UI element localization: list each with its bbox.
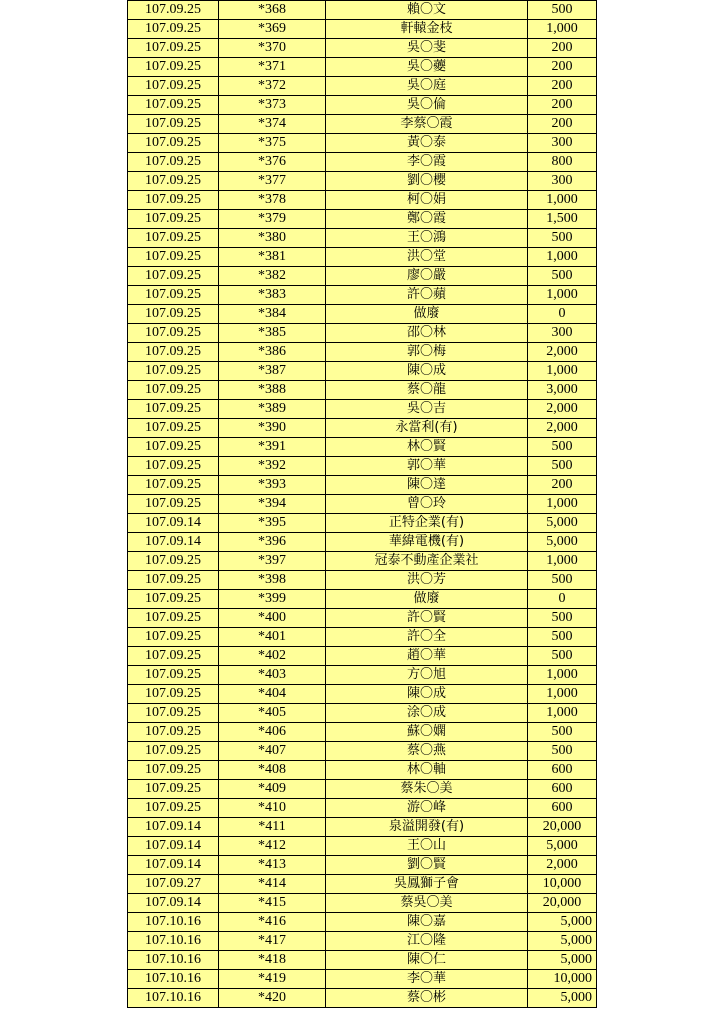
date-cell: 107.09.25 xyxy=(128,229,219,248)
receipt-number-cell: *374 xyxy=(219,115,326,134)
date-cell: 107.09.25 xyxy=(128,552,219,571)
amount-cell: 200 xyxy=(528,96,597,115)
date-cell: 107.09.25 xyxy=(128,780,219,799)
receipt-number-cell: *380 xyxy=(219,229,326,248)
receipt-number-cell: *387 xyxy=(219,362,326,381)
table-row xyxy=(128,457,597,476)
amount-cell: 800 xyxy=(528,153,597,172)
receipt-number-cell: *405 xyxy=(219,704,326,723)
donor-name-cell: 林〇賢 xyxy=(326,438,528,457)
table-row xyxy=(128,837,597,856)
receipt-number-cell: *398 xyxy=(219,571,326,590)
date-cell: 107.09.25 xyxy=(128,324,219,343)
donor-name-cell: 蔡朱〇美 xyxy=(326,780,528,799)
table-row xyxy=(128,894,597,913)
table-row xyxy=(128,932,597,951)
date-cell: 107.09.25 xyxy=(128,799,219,818)
receipt-number-cell: *415 xyxy=(219,894,326,913)
receipt-number-cell: *376 xyxy=(219,153,326,172)
date-cell: 107.10.16 xyxy=(128,913,219,932)
date-cell: 107.09.25 xyxy=(128,628,219,647)
date-cell: 107.09.25 xyxy=(128,704,219,723)
amount-cell: 10,000 xyxy=(528,970,597,989)
amount-cell: 300 xyxy=(528,324,597,343)
receipt-number-cell: *368 xyxy=(219,1,326,20)
donor-name-cell: 賴〇文 xyxy=(326,1,528,20)
receipt-number-cell: *400 xyxy=(219,609,326,628)
table-row xyxy=(128,552,597,571)
table-row xyxy=(128,704,597,723)
receipt-number-cell: *392 xyxy=(219,457,326,476)
receipt-number-cell: *378 xyxy=(219,191,326,210)
table-row xyxy=(128,134,597,153)
donor-name-cell: 洪〇堂 xyxy=(326,248,528,267)
donor-name-cell: 蔡吳〇美 xyxy=(326,894,528,913)
table-row xyxy=(128,362,597,381)
table-row xyxy=(128,609,597,628)
table-row xyxy=(128,305,597,324)
date-cell: 107.09.14 xyxy=(128,533,219,552)
table-row xyxy=(128,77,597,96)
amount-cell: 500 xyxy=(528,267,597,286)
donor-name-cell: 陳〇嘉 xyxy=(326,913,528,932)
donor-name-cell: 吳鳳獅子會 xyxy=(326,875,528,894)
amount-cell: 500 xyxy=(528,457,597,476)
date-cell: 107.09.25 xyxy=(128,58,219,77)
receipt-number-cell: *412 xyxy=(219,837,326,856)
donor-name-cell: 趙〇華 xyxy=(326,647,528,666)
date-cell: 107.09.14 xyxy=(128,514,219,533)
date-cell: 107.09.25 xyxy=(128,647,219,666)
date-cell: 107.09.25 xyxy=(128,362,219,381)
table-row xyxy=(128,856,597,875)
date-cell: 107.09.25 xyxy=(128,666,219,685)
table-row xyxy=(128,438,597,457)
receipt-number-cell: *386 xyxy=(219,343,326,362)
table-row xyxy=(128,913,597,932)
amount-cell: 2,000 xyxy=(528,343,597,362)
date-cell: 107.09.25 xyxy=(128,761,219,780)
date-cell: 107.09.25 xyxy=(128,248,219,267)
donor-name-cell: 李〇華 xyxy=(326,970,528,989)
date-cell: 107.09.25 xyxy=(128,172,219,191)
receipt-number-cell: *370 xyxy=(219,39,326,58)
receipt-number-cell: *410 xyxy=(219,799,326,818)
donor-name-cell: 蔡〇彬 xyxy=(326,989,528,1008)
table-row xyxy=(128,666,597,685)
receipt-number-cell: *372 xyxy=(219,77,326,96)
receipt-number-cell: *389 xyxy=(219,400,326,419)
donor-name-cell: 蔡〇龍 xyxy=(326,381,528,400)
table-row xyxy=(128,514,597,533)
donor-name-cell: 邵〇林 xyxy=(326,324,528,343)
donor-name-cell: 廖〇嚴 xyxy=(326,267,528,286)
date-cell: 107.09.25 xyxy=(128,609,219,628)
table-row xyxy=(128,818,597,837)
date-cell: 107.09.25 xyxy=(128,400,219,419)
amount-cell: 300 xyxy=(528,172,597,191)
donor-name-cell: 陳〇成 xyxy=(326,685,528,704)
receipt-number-cell: *388 xyxy=(219,381,326,400)
table-row xyxy=(128,153,597,172)
amount-cell: 5,000 xyxy=(528,837,597,856)
table-row xyxy=(128,780,597,799)
receipt-number-cell: *394 xyxy=(219,495,326,514)
table-row xyxy=(128,761,597,780)
receipt-number-cell: *419 xyxy=(219,970,326,989)
receipt-number-cell: *395 xyxy=(219,514,326,533)
date-cell: 107.09.25 xyxy=(128,590,219,609)
date-cell: 107.09.25 xyxy=(128,77,219,96)
receipt-number-cell: *390 xyxy=(219,419,326,438)
amount-cell: 3,000 xyxy=(528,381,597,400)
table-row xyxy=(128,343,597,362)
receipt-number-cell: *382 xyxy=(219,267,326,286)
table-row xyxy=(128,58,597,77)
table-row xyxy=(128,723,597,742)
amount-cell: 200 xyxy=(528,476,597,495)
donation-table xyxy=(127,0,597,1008)
amount-cell: 600 xyxy=(528,799,597,818)
receipt-number-cell: *373 xyxy=(219,96,326,115)
amount-cell: 500 xyxy=(528,229,597,248)
receipt-number-cell: *375 xyxy=(219,134,326,153)
donor-name-cell: 吳〇吉 xyxy=(326,400,528,419)
amount-cell: 2,000 xyxy=(528,856,597,875)
receipt-number-cell: *406 xyxy=(219,723,326,742)
date-cell: 107.09.25 xyxy=(128,1,219,20)
donor-name-cell: 冠泰不動產企業社 xyxy=(326,552,528,571)
donor-name-cell: 陳〇成 xyxy=(326,362,528,381)
donor-name-cell: 吳〇斐 xyxy=(326,39,528,58)
amount-cell: 1,000 xyxy=(528,704,597,723)
date-cell: 107.09.25 xyxy=(128,96,219,115)
date-cell: 107.09.25 xyxy=(128,685,219,704)
donor-name-cell: 吳〇虁 xyxy=(326,58,528,77)
amount-cell: 500 xyxy=(528,647,597,666)
amount-cell: 1,000 xyxy=(528,248,597,267)
date-cell: 107.09.27 xyxy=(128,875,219,894)
date-cell: 107.10.16 xyxy=(128,970,219,989)
donor-name-cell: 蔡〇燕 xyxy=(326,742,528,761)
date-cell: 107.09.14 xyxy=(128,894,219,913)
donor-name-cell: 李〇霞 xyxy=(326,153,528,172)
donor-name-cell: 李蔡〇霞 xyxy=(326,115,528,134)
amount-cell: 500 xyxy=(528,742,597,761)
date-cell: 107.09.25 xyxy=(128,115,219,134)
receipt-number-cell: *418 xyxy=(219,951,326,970)
amount-cell: 5,000 xyxy=(528,533,597,552)
donor-name-cell: 許〇賢 xyxy=(326,609,528,628)
table-row xyxy=(128,381,597,400)
amount-cell: 5,000 xyxy=(528,913,597,932)
donor-name-cell: 吳〇庭 xyxy=(326,77,528,96)
table-row xyxy=(128,96,597,115)
amount-cell: 200 xyxy=(528,39,597,58)
table-row xyxy=(128,533,597,552)
receipt-number-cell: *384 xyxy=(219,305,326,324)
donor-name-cell: 永當利(有) xyxy=(326,419,528,438)
donor-name-cell: 柯〇娟 xyxy=(326,191,528,210)
donor-name-cell: 華緯電機(有) xyxy=(326,533,528,552)
table-row xyxy=(128,628,597,647)
donor-name-cell: 涂〇成 xyxy=(326,704,528,723)
table-row xyxy=(128,267,597,286)
donor-name-cell: 陳〇達 xyxy=(326,476,528,495)
amount-cell: 0 xyxy=(528,590,597,609)
date-cell: 107.09.25 xyxy=(128,134,219,153)
receipt-number-cell: *383 xyxy=(219,286,326,305)
table-row xyxy=(128,571,597,590)
amount-cell: 500 xyxy=(528,628,597,647)
donor-name-cell: 曾〇玲 xyxy=(326,495,528,514)
receipt-number-cell: *413 xyxy=(219,856,326,875)
donor-name-cell: 王〇鴻 xyxy=(326,229,528,248)
date-cell: 107.10.16 xyxy=(128,951,219,970)
amount-cell: 20,000 xyxy=(528,818,597,837)
table-row xyxy=(128,495,597,514)
table-row xyxy=(128,229,597,248)
amount-cell: 500 xyxy=(528,1,597,20)
amount-cell: 200 xyxy=(528,115,597,134)
receipt-number-cell: *396 xyxy=(219,533,326,552)
amount-cell: 10,000 xyxy=(528,875,597,894)
date-cell: 107.09.14 xyxy=(128,837,219,856)
receipt-number-cell: *417 xyxy=(219,932,326,951)
table-row xyxy=(128,647,597,666)
table-row xyxy=(128,400,597,419)
receipt-number-cell: *416 xyxy=(219,913,326,932)
date-cell: 107.09.25 xyxy=(128,305,219,324)
receipt-number-cell: *385 xyxy=(219,324,326,343)
receipt-number-cell: *407 xyxy=(219,742,326,761)
donor-name-cell: 蘇〇嫻 xyxy=(326,723,528,742)
amount-cell: 1,500 xyxy=(528,210,597,229)
amount-cell: 1,000 xyxy=(528,666,597,685)
donor-name-cell: 方〇旭 xyxy=(326,666,528,685)
donor-name-cell: 游〇峰 xyxy=(326,799,528,818)
amount-cell: 600 xyxy=(528,780,597,799)
receipt-number-cell: *411 xyxy=(219,818,326,837)
receipt-number-cell: *399 xyxy=(219,590,326,609)
receipt-number-cell: *403 xyxy=(219,666,326,685)
donor-name-cell: 正特企業(有) xyxy=(326,514,528,533)
date-cell: 107.09.25 xyxy=(128,457,219,476)
date-cell: 107.09.25 xyxy=(128,210,219,229)
donor-name-cell: 劉〇櫻 xyxy=(326,172,528,191)
amount-cell: 1,000 xyxy=(528,191,597,210)
receipt-number-cell: *391 xyxy=(219,438,326,457)
donor-name-cell: 郭〇華 xyxy=(326,457,528,476)
table-row xyxy=(128,799,597,818)
amount-cell: 1,000 xyxy=(528,20,597,39)
date-cell: 107.09.25 xyxy=(128,438,219,457)
date-cell: 107.09.25 xyxy=(128,571,219,590)
date-cell: 107.09.25 xyxy=(128,381,219,400)
date-cell: 107.09.25 xyxy=(128,286,219,305)
amount-cell: 5,000 xyxy=(528,514,597,533)
amount-cell: 500 xyxy=(528,723,597,742)
receipt-number-cell: *369 xyxy=(219,20,326,39)
receipt-number-cell: *377 xyxy=(219,172,326,191)
receipt-number-cell: *371 xyxy=(219,58,326,77)
date-cell: 107.09.25 xyxy=(128,742,219,761)
amount-cell: 5,000 xyxy=(528,951,597,970)
donor-name-cell: 許〇全 xyxy=(326,628,528,647)
receipt-number-cell: *401 xyxy=(219,628,326,647)
amount-cell: 500 xyxy=(528,571,597,590)
date-cell: 107.09.14 xyxy=(128,856,219,875)
amount-cell: 2,000 xyxy=(528,419,597,438)
donor-name-cell: 做廢 xyxy=(326,590,528,609)
date-cell: 107.09.25 xyxy=(128,495,219,514)
table-row xyxy=(128,191,597,210)
donor-name-cell: 劉〇賢 xyxy=(326,856,528,875)
amount-cell: 0 xyxy=(528,305,597,324)
receipt-number-cell: *404 xyxy=(219,685,326,704)
receipt-number-cell: *402 xyxy=(219,647,326,666)
receipt-number-cell: *414 xyxy=(219,875,326,894)
receipt-number-cell: *408 xyxy=(219,761,326,780)
table-row xyxy=(128,248,597,267)
amount-cell: 2,000 xyxy=(528,400,597,419)
donor-name-cell: 郭〇梅 xyxy=(326,343,528,362)
table-row xyxy=(128,210,597,229)
donor-name-cell: 黃〇泰 xyxy=(326,134,528,153)
amount-cell: 1,000 xyxy=(528,685,597,704)
donor-name-cell: 洪〇芳 xyxy=(326,571,528,590)
table-row xyxy=(128,39,597,58)
date-cell: 107.09.25 xyxy=(128,191,219,210)
amount-cell: 20,000 xyxy=(528,894,597,913)
amount-cell: 500 xyxy=(528,438,597,457)
donor-name-cell: 軒轅金枝 xyxy=(326,20,528,39)
table-row xyxy=(128,1,597,20)
amount-cell: 600 xyxy=(528,761,597,780)
table-row xyxy=(128,742,597,761)
table-row xyxy=(128,419,597,438)
table-row xyxy=(128,970,597,989)
amount-cell: 5,000 xyxy=(528,989,597,1008)
receipt-number-cell: *379 xyxy=(219,210,326,229)
date-cell: 107.09.25 xyxy=(128,20,219,39)
table-row xyxy=(128,590,597,609)
donor-name-cell: 做廢 xyxy=(326,305,528,324)
date-cell: 107.10.16 xyxy=(128,932,219,951)
donor-name-cell: 林〇軸 xyxy=(326,761,528,780)
table-row xyxy=(128,324,597,343)
date-cell: 107.09.25 xyxy=(128,419,219,438)
donor-name-cell: 吳〇倫 xyxy=(326,96,528,115)
table-row xyxy=(128,20,597,39)
donor-name-cell: 泉溢開發(有) xyxy=(326,818,528,837)
amount-cell: 200 xyxy=(528,58,597,77)
table-row xyxy=(128,951,597,970)
date-cell: 107.09.25 xyxy=(128,476,219,495)
donor-name-cell: 鄭〇霞 xyxy=(326,210,528,229)
amount-cell: 300 xyxy=(528,134,597,153)
receipt-number-cell: *420 xyxy=(219,989,326,1008)
table-row xyxy=(128,115,597,134)
receipt-number-cell: *397 xyxy=(219,552,326,571)
amount-cell: 1,000 xyxy=(528,495,597,514)
donor-name-cell: 許〇蘋 xyxy=(326,286,528,305)
table-row xyxy=(128,875,597,894)
amount-cell: 1,000 xyxy=(528,362,597,381)
date-cell: 107.09.25 xyxy=(128,343,219,362)
amount-cell: 200 xyxy=(528,77,597,96)
table-row xyxy=(128,476,597,495)
amount-cell: 500 xyxy=(528,609,597,628)
date-cell: 107.09.25 xyxy=(128,153,219,172)
donor-name-cell: 陳〇仁 xyxy=(326,951,528,970)
table-row xyxy=(128,989,597,1008)
amount-cell: 5,000 xyxy=(528,932,597,951)
date-cell: 107.09.25 xyxy=(128,267,219,286)
amount-cell: 1,000 xyxy=(528,286,597,305)
date-cell: 107.09.25 xyxy=(128,723,219,742)
table-body xyxy=(128,1,597,1008)
table-row xyxy=(128,286,597,305)
receipt-number-cell: *381 xyxy=(219,248,326,267)
amount-cell: 1,000 xyxy=(528,552,597,571)
receipt-number-cell: *409 xyxy=(219,780,326,799)
table-row xyxy=(128,685,597,704)
date-cell: 107.09.25 xyxy=(128,39,219,58)
receipt-number-cell: *393 xyxy=(219,476,326,495)
donor-name-cell: 王〇山 xyxy=(326,837,528,856)
donor-name-cell: 江〇隆 xyxy=(326,932,528,951)
table-row xyxy=(128,172,597,191)
date-cell: 107.09.14 xyxy=(128,818,219,837)
date-cell: 107.10.16 xyxy=(128,989,219,1008)
